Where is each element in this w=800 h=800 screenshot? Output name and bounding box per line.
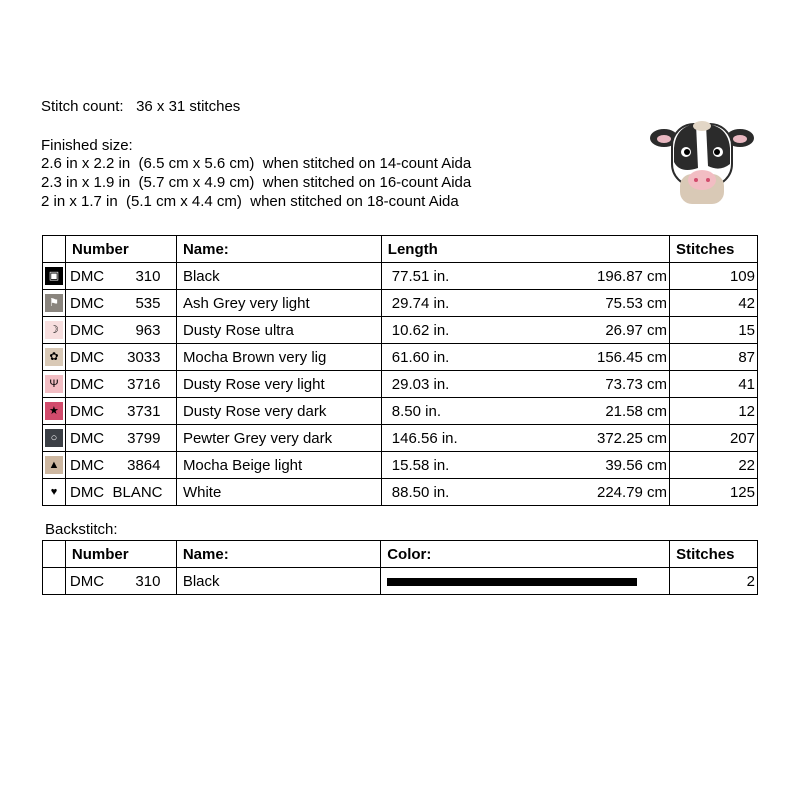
backstitch-row (43, 568, 758, 595)
floss-name: Mocha Beige light (176, 452, 381, 479)
floss-length (381, 398, 669, 425)
floss-name: Dusty Rose very dark (176, 398, 381, 425)
ring-icon: ○ (45, 429, 63, 447)
floss-number (65, 398, 176, 425)
floss-number (65, 263, 176, 290)
floss-number (65, 479, 176, 506)
brand: DMC (69, 267, 105, 285)
symbol-cell (43, 568, 66, 595)
floss-row (43, 479, 758, 506)
backstitch-table-header (43, 541, 758, 568)
floss-code: 3864 (127, 456, 161, 474)
symbol-cell (43, 479, 66, 506)
flag-icon: ⚑ (45, 294, 63, 312)
length-inches: 77.51 in. (391, 268, 450, 285)
backstitch-color-line (387, 578, 637, 586)
flower-icon: ✿ (45, 348, 63, 366)
square-dot-icon: ▣ (45, 267, 63, 285)
cow-pattern-preview (650, 118, 754, 208)
finished-size-label: Finished size: (41, 137, 133, 154)
backstitch-table (42, 540, 758, 595)
floss-stitches: 12 (670, 398, 758, 425)
floss-number (65, 371, 176, 398)
length-header: Length (381, 236, 669, 263)
floss-name: Dusty Rose very light (176, 371, 381, 398)
floss-stitches: 109 (670, 263, 758, 290)
length-cm: 73.73 cm (605, 376, 668, 393)
length-cm: 75.53 cm (605, 295, 668, 312)
floss-table (42, 235, 758, 506)
symbol-cell (43, 317, 66, 344)
length-inches: 88.50 in. (391, 484, 450, 501)
length-cm: 26.97 cm (605, 322, 668, 339)
floss-number (65, 290, 176, 317)
floss-stitches: 42 (670, 290, 758, 317)
backstitch-label: Backstitch: (45, 521, 118, 538)
floss-number (65, 452, 176, 479)
brand: DMC (69, 456, 105, 474)
tree-icon: ▲ (45, 456, 63, 474)
stitch-count-label: Stitch count: (41, 98, 124, 115)
symbol-cell (43, 263, 66, 290)
floss-length (381, 344, 669, 371)
floss-code: 3033 (127, 348, 161, 366)
floss-stitches: 207 (670, 425, 758, 452)
floss-row (43, 425, 758, 452)
floss-row (43, 263, 758, 290)
finished-size-18: 2 in x 1.7 in (5.1 cm x 4.4 cm) when stitched on 18-count Aida (41, 193, 459, 210)
floss-row (43, 371, 758, 398)
number-header: Number (65, 541, 176, 568)
floss-name: Black (176, 263, 381, 290)
floss-name: Ash Grey very light (176, 290, 381, 317)
length-inches: 8.50 in. (391, 403, 441, 420)
floss-stitches: 125 (670, 479, 758, 506)
floss-length (381, 263, 669, 290)
brand: DMC (69, 402, 105, 420)
floss-length (381, 371, 669, 398)
symbol-cell (43, 398, 66, 425)
length-cm: 39.56 cm (605, 457, 668, 474)
floss-name: Pewter Grey very dark (176, 425, 381, 452)
floss-row (43, 344, 758, 371)
name-header: Name: (176, 236, 381, 263)
name-header: Name: (176, 541, 380, 568)
length-inches: 29.03 in. (391, 376, 450, 393)
brand: DMC (69, 375, 105, 393)
symbol-cell (43, 452, 66, 479)
finished-size-16: 2.3 in x 1.9 in (5.7 cm x 4.9 cm) when stitched on 16-count Aida (41, 174, 472, 191)
floss-number (65, 317, 176, 344)
backstitch-color (381, 568, 670, 595)
floss-code: 963 (135, 321, 161, 339)
stitch-count-line (41, 98, 240, 116)
floss-table-header (43, 236, 758, 263)
length-inches: 15.58 in. (391, 457, 450, 474)
floss-row (43, 398, 758, 425)
symbol-cell (43, 344, 66, 371)
floss-code: 3731 (127, 402, 161, 420)
floss-stitches: 41 (670, 371, 758, 398)
color-header: Color: (381, 541, 670, 568)
brand: DMC (69, 572, 105, 590)
backstitch-number (65, 568, 176, 595)
backstitch-stitches: 2 (670, 568, 758, 595)
floss-length (381, 452, 669, 479)
stitches-header: Stitches (670, 541, 758, 568)
floss-row (43, 452, 758, 479)
floss-code: 3799 (127, 429, 161, 447)
brand: DMC (69, 483, 105, 501)
floss-name: Mocha Brown very lig (176, 344, 381, 371)
symbol-header (43, 541, 66, 568)
finished-size-14: 2.6 in x 2.2 in (6.5 cm x 5.6 cm) when stitched on 14-count Aida (41, 155, 472, 172)
floss-code: 310 (135, 267, 161, 285)
star-icon: ★ (45, 402, 63, 420)
floss-length (381, 290, 669, 317)
floss-code: 535 (135, 294, 161, 312)
symbol-cell (43, 425, 66, 452)
number-header: Number (65, 236, 176, 263)
floss-name: Dusty Rose ultra (176, 317, 381, 344)
floss-code: 3716 (127, 375, 161, 393)
floss-name: White (176, 479, 381, 506)
length-cm: 21.58 cm (605, 403, 668, 420)
floss-stitches: 15 (670, 317, 758, 344)
floss-length (381, 425, 669, 452)
length-inches: 61.60 in. (391, 349, 450, 366)
floss-stitches: 22 (670, 452, 758, 479)
floss-row (43, 317, 758, 344)
crescent-moon-icon: ☽ (45, 321, 63, 339)
symbol-header (43, 236, 66, 263)
length-inches: 10.62 in. (391, 322, 450, 339)
goblet-icon: Ψ (45, 375, 63, 393)
backstitch-name: Black (176, 568, 380, 595)
heart-icon: ♥ (45, 483, 63, 501)
length-cm: 372.25 cm (597, 430, 668, 447)
floss-stitches: 87 (670, 344, 758, 371)
length-inches: 146.56 in. (391, 430, 458, 447)
brand: DMC (69, 348, 105, 366)
length-inches: 29.74 in. (391, 295, 450, 312)
cow-nose (688, 170, 716, 190)
length-cm: 224.79 cm (597, 484, 668, 501)
length-cm: 156.45 cm (597, 349, 668, 366)
floss-length (381, 479, 669, 506)
brand: DMC (69, 321, 105, 339)
backstitch-code: 310 (135, 572, 161, 590)
brand: DMC (69, 294, 105, 312)
floss-number (65, 425, 176, 452)
floss-length (381, 317, 669, 344)
floss-row (43, 290, 758, 317)
symbol-cell (43, 290, 66, 317)
stitch-count-value: 36 x 31 stitches (136, 98, 241, 115)
brand: DMC (69, 429, 105, 447)
floss-code: BLANC (112, 483, 163, 501)
length-cm: 196.87 cm (597, 268, 668, 285)
stitches-header: Stitches (670, 236, 758, 263)
symbol-cell (43, 371, 66, 398)
floss-number (65, 344, 176, 371)
